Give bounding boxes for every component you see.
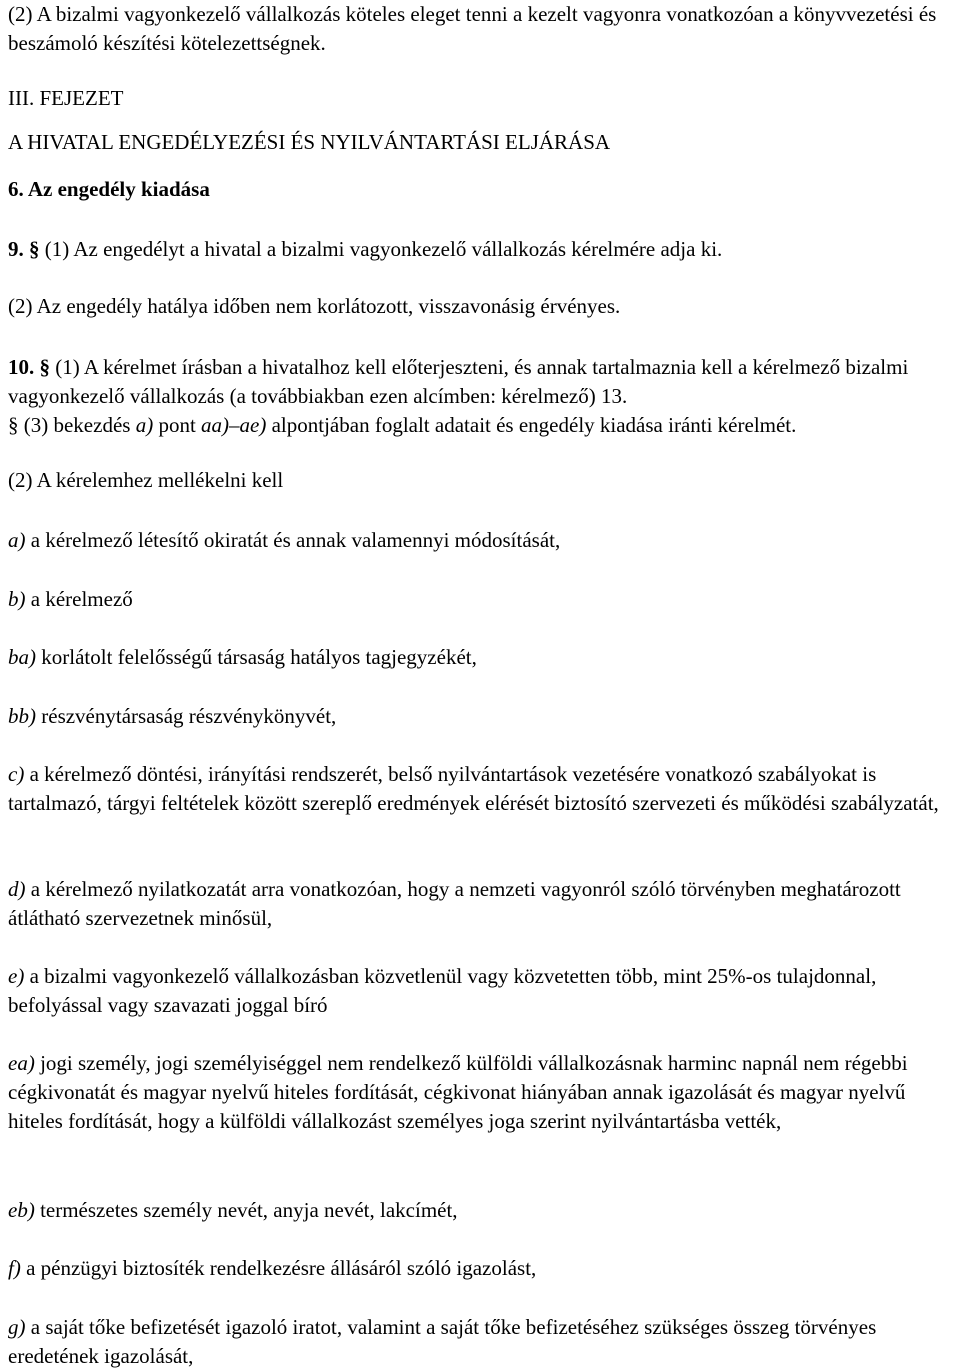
section-10-paragraph-2 (8, 466, 954, 495)
list-text: a kérelmező (25, 587, 133, 611)
list-text: részvénytársaság részvénykönyvét, (36, 704, 337, 728)
list-item-ba (8, 643, 954, 672)
list-label: f) (8, 1256, 21, 1280)
section-number: 9. (8, 237, 24, 261)
section-title (8, 175, 954, 204)
list-text: a bizalmi vagyonkezelő vállalkozásban közvetlenül vagy közvetetten több, mint 25%-os tulajdonnal, befolyással vagy szavazati joggal bíró (8, 964, 877, 1017)
list-label: d) (8, 877, 26, 901)
paragraph-text: (3) bekezdés (18, 413, 136, 437)
paragraph-text: (2) A bizalmi vagyonkezelő vállalkozás köteles eleget tenni a kezelt vagyonra vonatkozóan a könyvvezetési és beszámoló készítési kötelezettségnek. (8, 2, 937, 55)
list-item-eb (8, 1196, 954, 1225)
list-text: természetes személy nevét, anyja nevét, lakcímét, (34, 1198, 458, 1222)
section-sign: § (29, 237, 40, 261)
list-text: a pénzügyi biztosíték rendelkezésre állásáról szóló igazolást, (20, 1256, 537, 1280)
list-item-e (8, 962, 954, 1020)
list-text: a saját tőke befizetését igazoló iratot, valamint a saját tőke befizetéséhez szükséges összeg törvényes eredetének igazolását, (8, 1315, 877, 1368)
list-label: ea) (8, 1051, 35, 1075)
section-9-paragraph-2 (8, 292, 954, 321)
list-text: a kérelmező nyilatkozatát arra vonatkozóan, hogy a nemzeti vagyonról szóló törvényben meghatározott átlátható szervezetnek minősül, (8, 877, 901, 930)
point-ref: a) (135, 413, 154, 437)
list-item-c (8, 760, 954, 818)
list-label: e) (8, 964, 25, 988)
section-10-paragraph-1 (8, 353, 954, 440)
paragraph-text: (2) A kérelemhez mellékelni kell (8, 468, 284, 492)
list-label: g) (8, 1315, 26, 1339)
list-text: korlátolt felelősségű társaság hatályos tagjegyzékét, (36, 645, 477, 669)
chapter-title (8, 128, 954, 157)
list-item-f (8, 1254, 954, 1283)
list-text: a kérelmező létesítő okiratát és annak valamennyi módosítását, (25, 528, 561, 552)
chapter-title-text: A HIVATAL ENGEDÉLYEZÉSI ÉS NYILVÁNTARTÁSI ELJÁRÁSA (8, 130, 611, 154)
section-9-paragraph-1 (8, 235, 954, 264)
list-item-ea (8, 1049, 954, 1136)
list-item-g (8, 1313, 954, 1371)
paragraph-text: (2) Az engedély hatálya időben nem korlátozott, visszavonásig érvényes. (8, 294, 621, 318)
paragraph-text: alpontjában foglalt adatait és engedély kiadása iránti kérelmét. (266, 413, 797, 437)
list-text: a kérelmező döntési, irányítási rendszerét, belső nyilvántartások vezetésére vonatkozó szabályokat is tartalmazó, tárgyi feltételek között szereplő eredmények elérését biztosító szervezeti és működési szabályzatát, (8, 762, 939, 815)
chapter-number (8, 84, 954, 113)
list-label: c) (8, 762, 25, 786)
list-text: jogi személy, jogi személyiséggel nem rendelkező külföldi vállalkozásnak harminc napnál nem régebbi cégkivonatát és magyar nyelvű hiteles fordítását, cégkivonat hiányában annak igazolását és magyar nyelvű hiteles fordítását, hogy a külföldi vállalkozást személyes joga szerint nyilvántartásba vették, (8, 1051, 908, 1133)
section-sign: § (39, 355, 50, 379)
paragraph-obligation (8, 0, 954, 58)
list-item-a (8, 526, 954, 555)
list-label: bb) (8, 704, 36, 728)
subpoint-ref: aa)–ae) (201, 413, 267, 437)
list-label: a) (8, 528, 26, 552)
list-label: eb) (8, 1198, 35, 1222)
section-number: 10. (8, 355, 35, 379)
paragraph-text: (1) Az engedélyt a hivatal a bizalmi vagyonkezelő vállalkozás kérelmére adja ki. (39, 237, 723, 261)
paragraph-text: pont (153, 413, 202, 437)
list-label: b) (8, 587, 26, 611)
list-item-b (8, 585, 954, 614)
section-title-text: 6. Az engedély kiadása (8, 177, 210, 201)
chapter-number-text: III. FEJEZET (8, 86, 124, 110)
list-label: ba) (8, 645, 36, 669)
list-item-bb (8, 702, 954, 731)
section-sign: § (8, 413, 19, 437)
list-item-d (8, 875, 954, 933)
paragraph-text: (1) A kérelmet írásban a hivatalhoz kell előterjeszteni, és annak tartalmaznia kell a kérelmező bizalmi vagyonkezelő vállalkozás (a továbbiakban ezen alcímben: kérelmező) 13. (8, 355, 909, 408)
